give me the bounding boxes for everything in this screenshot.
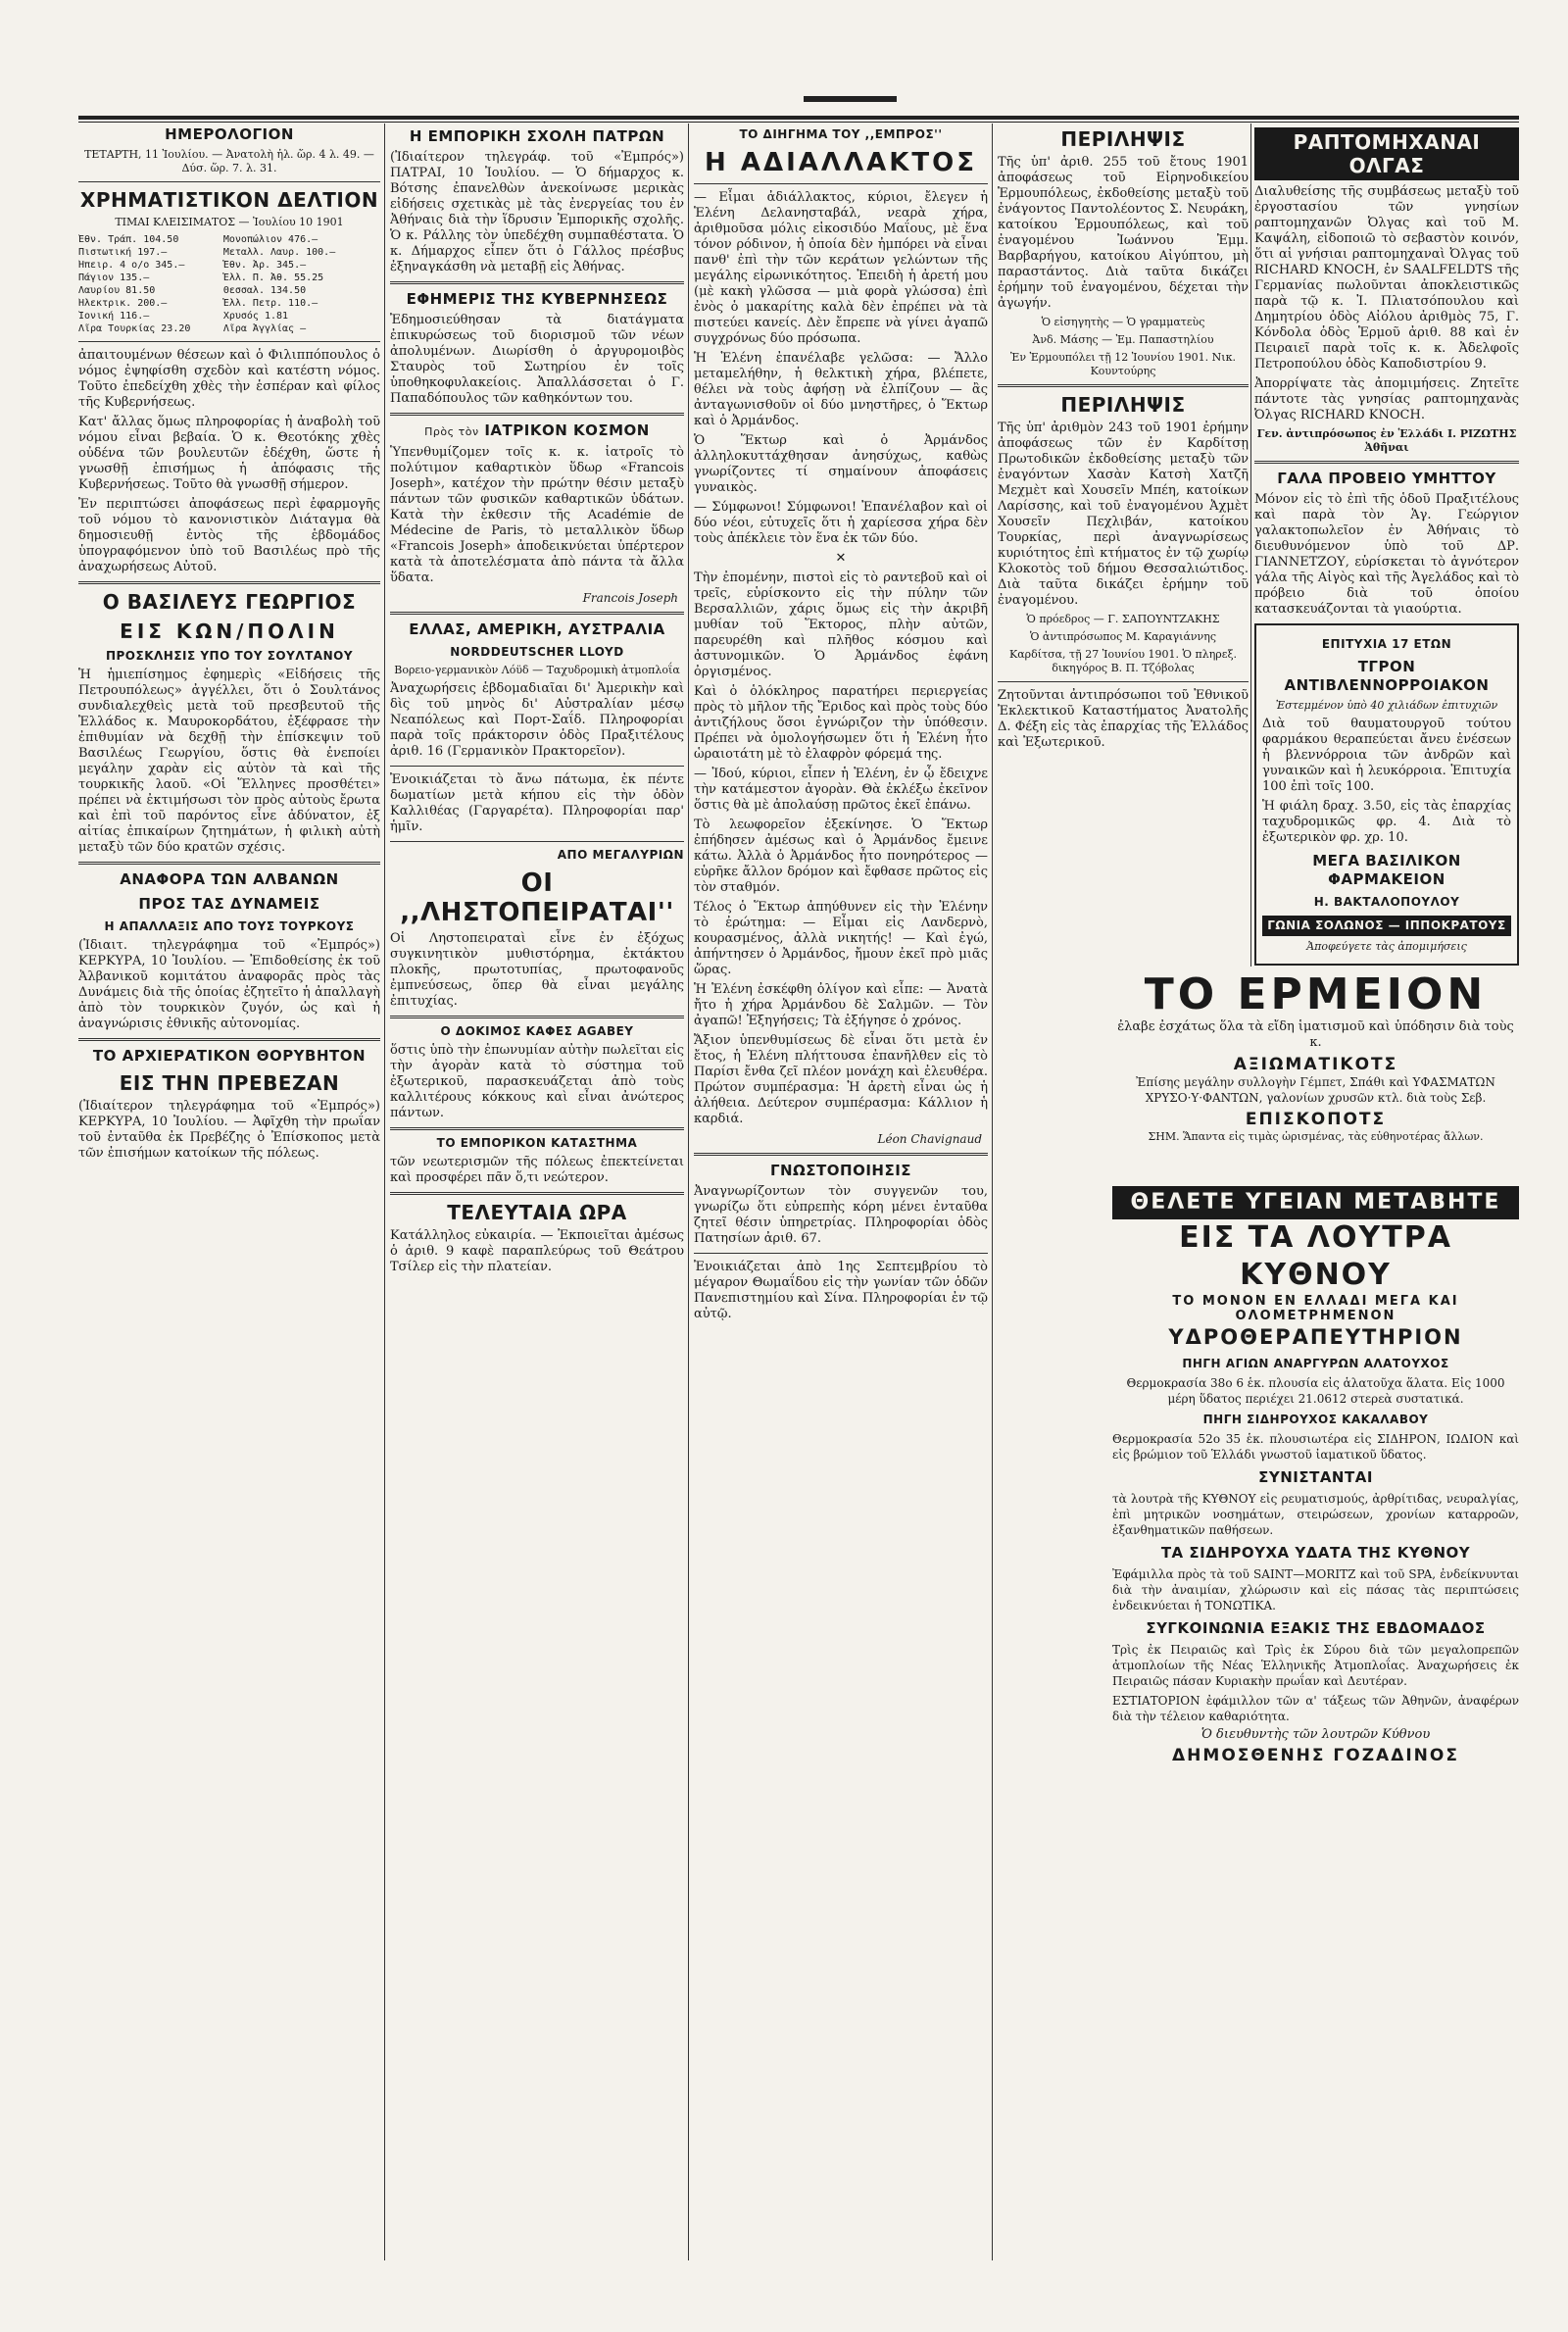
serial-headline: ΟΙ ,,ΛΗΣΤΟΠΕΙΡΑΤΑΙ'' <box>400 868 674 927</box>
article-paragraph: τῶν νεωτερισμῶν τῆς πόλεως ἐπεκτείνεται καὶ προσφέρει πᾶν ὅ,τι νεώτερον. <box>390 1155 684 1185</box>
classified-ad: Ἐνοικιάζεται ἀπὸ 1ης Σεπτεμβρίου τὸ μέγαρον Θωμαΐδου εἰς τὴν γωνίαν τῶν ὁδῶν Πανεπιστημίου καὶ Σίνα. Πληροφορίαι ἐν τῷ αὐτῷ. <box>694 1260 988 1321</box>
albanian-headline: ΑΝΑΦΟΡΑ ΤΩΝ ΑΛΒΑΝΩΝ <box>120 870 339 888</box>
ticker-entry: Ἡπειρ. 4 ο/ο 345.— <box>78 260 185 271</box>
story-author: Léon Chavignaud <box>877 1132 982 1146</box>
article-paragraph: (Ἰδιαίτερον τηλεγράφημα τοῦ «Ἐμπρός») ΚΕΡΚΥΡΑ, 10 Ἰουλίου. — Ἀφῖχθη τὴν πρωΐαν τοῦ ἐνταῦθα ἐκ Πρεβέζης ὁ Ἐπίσκοπος μετὰ τῶν ἐπισήμων κατοίκων τῆς πόλεως. <box>78 1099 380 1161</box>
connection-title: ΣΥΓΚΟΙΝΩΝΙΑ ΕΞΑΚΙΣ ΤΗΣ ΕΒΔΟΜΑΔΟΣ <box>1146 1619 1486 1637</box>
lloyd-headline: ΕΛΛΑΣ, ΑΜΕΡΙΚΗ, ΑΥΣΤΡΑΛΙΑ <box>409 620 665 638</box>
pharmacy-name: ΜΕΓΑ ΒΑΣΙΛΙΚΟΝ ΦΑΡΜΑΚΕΙΟΝ <box>1312 852 1461 888</box>
ticker-entry: Ἐθν. Ἀρ. 345.— <box>222 260 307 271</box>
advertisement: Διαλυθείσης τῆς συμβάσεως μεταξὺ τοῦ ἐργοστασίου τῶν γνησίων ραπτομηχανῶν Ὀλγας καὶ τοῦ Μ. Καψάλη, εἰδοποιῶ τὸ σεβαστὸν κοινόν, ὅτι αἱ γνήσιαι ραπτομηχαναὶ Ὀλγας τοῦ RICHARD KNOCH, ἐν SAALFELDTS τῆς Γερμανίας πωλοῦνται ἀποκλειστικῶς παρὰ τῷ κ. Ἰ. Πλιατσόπουλου καὶ Δημητρίου ὁδὸς Αἰόλου ἀριθμὸς 75, Γ. Κόνδολα ὁδὸς Ἑρμοῦ ἀριθ. 88 καὶ ἐν Πειραιεῖ παρὰ τοῖς κ. κ. Ἀδελφοῖς Πετροπούλου ὁδὸς Καποδιστρίου 9. <box>1254 184 1519 372</box>
article-paragraph: Ἡ ἡμιεπίσημος ἐφημερὶς «Εἰδήσεις τῆς Πετρουπόλεως» ἀγγέλλει, ὅτι ὁ Σουλτάνος συνδιαλεχθεὶς μετὰ τοῦ πρεσβευτοῦ τῆς Ἑλλάδος κ. Μαυροκορδάτου, ἐξέφρασε τὴν ἐπιθυμίαν νὰ δεχθῇ τὴν ἐπίσκεψιν τοῦ Βασιλέως Γεωργίου, ὅστις θὰ ἐνεποίει μεγάλην χαρὰν εἰς αὐτὸν τὰ καὶ τῆς τουρκικῆς λαοῦ. «Οἱ Ἕλληνες προσθέτει» πρέπει νὰ ἐκτιμήσωσι τὸν πρὸς αὐτοὺς ἔρωτα καὶ ἐπὶ τοῦ παρόντος εἶνε ἀδύνατον, ἐξ αἰτίας ἐπικαίρων ζητημάτων, ἡ φιλικὴ αὐτὴ μεταξὺ τῶν δύο κρατῶν σχέσις. <box>78 668 380 855</box>
gov-gazette-headline: ΕΦΗΜΕΡΙΣ ΤΗΣ ΚΥΒΕΡΝΗΣΕΩΣ <box>406 290 668 308</box>
legal-notice: Τῆς ὑπ' ἀριθμὸν 243 τοῦ 1901 ἐρήμην ἀποφάσεως τῶν ἐν Καρδίτσῃ Πρωτοδικῶν ἐκδοθείσης μεταξὺ τῶν ἐναγόντων Χασὰν Κατσὴ Χατζῆ Μεχμὲτ καὶ Χουσεῖν Μπέη, κατοίκων Λαρίσσης, καὶ τοῦ ἐναγομένου Ἀχμὲτ Χουσεῖν Πεχλιβάν, κατοίκου Τουρκίας, περὶ ἀναγνωρίσεως κυριότητος ἐπὶ κτήματος ἐν τῷ χωρίῳ Κλοκοτὸς τοῦ δήμου Θεσσαλιώτιδος. Διὰ ταῦτα δικάζει ἐρήμην τοῦ ἐναγομένου. <box>998 421 1249 608</box>
story-paragraph: Τὸ λεωφορεῖον ἐξεκίνησε. Ὁ Ἕκτωρ ἐπήδησεν ἀμέσως καὶ ὁ Ἀρμάνδος ἔμεινε κάτω. Ἀλλὰ ὁ Ἀρμάνδος ἦτο πονηρότερος — εὑρῆκε ἄλλον δρόμον καὶ ἔφθασε πρῶτος εἰς τὸν σταθμόν. <box>694 818 988 895</box>
lloyd-subheadline: NORDDEUTSCHER LLOYD <box>450 645 624 659</box>
ticker-entry: Λαυρίου 81.50 <box>78 285 156 296</box>
legal-signatures: Ὁ εἰσηγητὴς — Ὁ γραμματεὺς <box>1041 316 1205 328</box>
stock-bulletin-title: ΧΡΗΜΑΤΙΣΤΙΚΟΝ ΔΕΛΤΙΟΝ <box>79 188 379 212</box>
school-headline: Η ΕΜΠΟΡΙΚΗ ΣΧΟΛΗ ΠΑΤΡΩΝ <box>409 127 665 145</box>
column-2 <box>390 124 684 2260</box>
spring-2-text: Θερμοκρασία 52ο 35 ἑκ. πλουσιωτέρα εἰς ΣΙΔΗΡΟΝ, ΙΩΔΙΟΝ καὶ εἰς βρώμιον τοῦ Ἑλλάδι γνωστοῦ ἰαματικοῦ ὕδατος. <box>1112 1432 1519 1462</box>
kythnos-hydrotherapy: ΥΔΡΟΘΕΡΑΠΕΥΤΗΡΙΟΝ <box>1168 1325 1463 1349</box>
indications-title: ΣΥΝΙΣΤΑΝΤΑΙ <box>1258 1468 1373 1486</box>
legal-signatures: Ἀνδ. Μάσης — Ἐμ. Παπαστηλίου <box>1032 333 1214 346</box>
kythnos-headline-2: ΕΙΣ ΤΑ ΛΟΥΤΡΑ ΚΥΘΝΟΥ <box>1179 1220 1452 1292</box>
article-paragraph: Ἐν περιπτώσει ἀποφάσεως περὶ ἐφαρμογῆς τοῦ νόμου τὸ κανονιστικὸν Διάταγμα θὰ δημοσιευθῇ ἐντὸς τῆς ἑβδομάδος ὑπογραφόμενον ὑπὸ τοῦ Βασιλέως πρὸ τῆς ἀναχωρήσεως Αὐτοῦ. <box>78 497 380 574</box>
ticker-entry: Πιστωτική 197.— <box>78 247 168 258</box>
column-rule <box>384 124 385 2260</box>
ermeion-ad <box>1112 970 1519 1149</box>
spring-2-title: ΠΗΓΗ ΣΙΔΗΡΟΥΧΟΣ ΚΑΚΑΛΑΒΟΥ <box>1202 1413 1429 1426</box>
king-headline: Ο ΒΑΣΙΛΕΥΣ ΓΕΩΡΓΙΟΣ <box>102 590 357 614</box>
story-paragraph: Ἡ Ἑλένη ἐπανέλαβε γελῶσα: — Ἄλλο μεταμελήθην, ἡ θελκτικὴ χήρα, βλέπετε, θέλει νὰ τοὺς ἀφήσῃ νὰ ἐλπίζουν — ἂς ἀνταγωνισθοῦν οἱ δύο μνηστῆρες, ὁ Ἕκτωρ καὶ ὁ Ἀρμάνδος. <box>694 351 988 428</box>
preveza-headline: ΤΟ ΑΡΧΙΕΡΑΤΙΚΟΝ ΘΟΡΥΒΗΤΟΝ <box>92 1047 367 1065</box>
director-name: ΔΗΜΟΣΘΕΝΗΣ ΓΟΖΑΔΙΝΟΣ <box>1172 1746 1459 1765</box>
masthead-ornament <box>804 96 897 102</box>
ticker-entry: Χρυσός 1.81 <box>222 311 289 322</box>
legal-signatures: Ἐν Ἑρμουπόλει τῇ 12 Ἰουνίου 1901. Νικ. Κουντούρης <box>1010 351 1236 377</box>
kythnos-headline-1: ΘΕΛΕΤΕ ΥΓΕΙΑΝ ΜΕΤΑΒΗΤΕ <box>1112 1186 1519 1219</box>
ticker-entry: Ἑλλ. Π. Ἀθ. 55.25 <box>222 273 324 283</box>
iron-waters-text: Ἐφάμιλλα πρὸς τὰ τοῦ SAINT—MORITZ καὶ τοῦ SPA, ἐνδείκνυνται διὰ τὴν ἀναιμίαν, χλώρωσιν καὶ εἰς πάσας τὰς περιπτώσεις ἐνδεικνύεται ἡ ΤΟΝΩΤΙΚΑ. <box>1112 1567 1519 1613</box>
medicine-subheadline: Ἐστεμμένον ὑπὸ 40 χιλιάδων ἐπιτυχιῶν <box>1275 699 1498 712</box>
director-label: Ὁ διευθυντὴς τῶν λουτρῶν Κύθνου <box>1200 1727 1431 1742</box>
medical-signature: Francois Joseph <box>582 591 678 605</box>
column-rule <box>688 124 689 2260</box>
preveza-headline-2: ΕΙΣ ΤΗΝ ΠΡΕΒΕΖΑΝ <box>119 1071 340 1095</box>
legal-signatures: Ὁ ἀντιπρόσωπος Μ. Καραγιάννης <box>1029 630 1216 643</box>
ermeion-note: ΣΗΜ. Ἅπαντα εἰς τιμὰς ὡρισμένας, τὰς εὐθηνοτέρας ἄλλων. <box>1148 1130 1484 1143</box>
spring-1-title: ΠΗΓΗ ΑΓΙΩΝ ΑΝΑΡΓΥΡΩΝ ΑΛΑΤΟΥΧΟΣ <box>1182 1357 1449 1370</box>
pharmacy-address: ΓΩΝΙΑ ΣΟΛΩΝΟΣ — ΙΠΠΟΚΡΑΤΟΥΣ <box>1262 916 1511 936</box>
article-paragraph: Οἱ Ληστοπειραταὶ εἶνε ἐν ἐξόχως συγκινητικὸν μυθιστόρημα, ἐκτάκτου πλοκῆς, πρωτοτυπίας, πρωτοφανοῦς ἐμπνεύσεως, ὅπερ θὰ εἶναι μεγάλης ἐπιτυχίας. <box>390 931 684 1009</box>
story-divider-icon: ✕ <box>835 551 847 566</box>
story-section-header: ΤΟ ΔΙΗΓΗΜΑ ΤΟΥ ,,ΕΜΠΡΟΣ'' <box>739 127 943 141</box>
stock-ticker-table <box>78 233 380 335</box>
albanian-headline-2: ΠΡΟΣ ΤΑΣ ΔΥΝΑΜΕΙΣ <box>138 895 320 913</box>
medicine-ad-box <box>1254 623 1519 966</box>
article-paragraph: (Ἰδιαίτερον τηλεγράφ. τοῦ «Ἐμπρός») ΠΑΤΡΑΙ, 10 Ἰουλίου. — Ὁ δήμαρχος κ. Βότσης ἐπανελθὼν ἀνεκοίνωσε μερικὰς εἰδήσεις σχετικὰς μὲ τὰς ἐνεργείας του ἐν Ἀθήναις διὰ τὴν ἵδρυσιν Ἐμπορικῆς σχολῆς. Ὁ κ. Ράλλης τὸν ὑπεδέχθη συμπαθέστατα. Ὁ κ. Δήμαρχος εἶπεν ὅτι ὁ Γάλλος πρέσβυς ἐξηναγκάσθη νὰ μεταβῇ εἰς Ἀθήνας. <box>390 150 684 274</box>
coffee-headline: Ο ΔΟΚΙΜΟΣ ΚΑΦΕΣ AGABEY <box>440 1024 634 1038</box>
indications-text: τὰ λουτρὰ τῆς ΚΥΘΝΟΥ εἰς ρευματισμούς, ἀρθρίτιδας, νευραλγίας, ἐπὶ μητρικῶν νοσημάτων, στειρώσεων, χρονίων καταρροῶν, ἐξανθηματικῶν παθήσεων. <box>1112 1492 1519 1537</box>
medicine-headline: ΤΓΡΟΝ ΑΝΤΙΒΛΕΝΝΟΡΡΟΙΑΚΟΝ <box>1284 658 1490 694</box>
notices-headline: ΓΝΩΣΤΟΠΟΙΗΣΙΣ <box>769 1162 912 1179</box>
calendar-title: ΗΜΕΡΟΛΟΓΙΟΝ <box>165 125 294 143</box>
article-paragraph: Κατ' ἄλλας ὅμως πληροφορίας ἡ ἀναβολὴ τοῦ νόμου εἶναι βεβαία. Ὁ κ. Θεοτόκης χθὲς οὐδένα τῶν βουλευτῶν ἐδέχθη, ὥστε ἡ γνωσθῇ ἐπισήμως ἡ ἀπόφασις τῆς Κυβερνήσεως. Τοῦτο θὰ γνωσθῇ σήμερον. <box>78 415 380 492</box>
column-5 <box>1254 124 1519 967</box>
article-paragraph: ἀπαιτουμένων θέσεων καὶ ὁ Φιλιππόπουλος ὁ νόμος ἐψηφίσθη σχεδὸν καὶ κατέστη νόμος. Τοῦτο ἐπεδείχθη χθὲς τὴν ἑσπέραν καὶ φίλος τῆς Κυβερνήσεως. <box>78 348 380 410</box>
article-paragraph: Ἐδημοσιεύθησαν τὰ διατάγματα ἐπικυρώσεως τοῦ διορισμοῦ τῶν νέων ἀπολυμένων. Διωρίσθη ὁ ἀργυρομοιβὸς Σταυρὸς τοῦ Σωτηρίου ἐν τοῖς ὑποθηκοφυλακείοις. Ἀπαλλάσσεται ὁ Γ. Παπαδόπουλος τῶν καθηκόντων του. <box>390 313 684 406</box>
ermeion-line: Ἐπίσης μεγάλην συλλογὴν Γέμπετ, Σπάθι καὶ ΥΦΑΣΜΑΤΩΝ ΧΡΥΣΟ·Υ·ΦΑΝΤΩΝ, γαλονίων χρυσῶν κτλ. διὰ τοὺς Σεβ. <box>1136 1075 1495 1105</box>
article-paragraph: Κατάλληλος εὐκαιρία. — Ἐκποιεῖται ἀμέσως ὁ ἀριθ. 9 καφὲ παραπλεύρως τοῦ Θεάτρου Τσίλερ εἰς τὴν πλατείαν. <box>390 1228 684 1274</box>
top-rule-thin <box>78 122 1519 123</box>
medicine-success-label: ΕΠΙΤΥΧΙΑ 17 ΕΤΩΝ <box>1321 637 1452 651</box>
medical-headline: Πρὸς τὸν ΙΑΤΡΙΚΟΝ ΚΟΣΜΟΝ <box>424 422 650 439</box>
story-paragraph: Τέλος ὁ Ἕκτωρ ἀπηύθυνεν εἰς τὴν Ἑλένην τὸ ἐρώτημα: — Εἶμαι εἰς Λανδερνὸ, κουρασμένος, ἀλλὰ νικητής! — Καὶ ἐγώ, ἀπήντησεν ὁ Ἀρμάνδος, ἤμουν ἐκεῖ πρὸ μιᾶς ὥρας. <box>694 900 988 977</box>
lloyd-subheadline-2: Βορειο-γερμανικὸν Λόϋδ — Ταχυδρομικὴ ἀτμοπλοΐα <box>394 664 680 676</box>
ticker-entry: Θεσσαλ. 134.50 <box>222 285 307 296</box>
legal-signatures: Καρδίτσα, τῇ 27 Ἰουνίου 1901. Ὁ πληρεξ. δικηγόρος Β. Π. Τζόβολας <box>1008 648 1238 674</box>
summary-headline-1: ΠΕΡΙΛΗΨΙΣ <box>1060 127 1186 151</box>
ticker-entry: Ἐθν. Τράπ. 104.50 <box>78 234 179 245</box>
ermeion-title: ΤΟ ΕΡΜΕΙΟΝ <box>1144 969 1488 1019</box>
pharmacy-owner: Η. ΒΑΚΤΑΛΟΠΟΥΛΟΥ <box>1313 895 1460 909</box>
classified-ad: Ἀναγνωρίζοντων τὸν συγγενῶν του, γνωρίζω ὅτι εὐπρεπὴς κόρη μένει ἐνταῦθα ζητεῖ θέσιν ὑπηρετρίας. Πληροφορίαι ὁδὸς Πατησίων ἀριθ. 67. <box>694 1184 988 1246</box>
story-paragraph: — Ἰδού, κύριοι, εἶπεν ἡ Ἑλένη, ἐν ᾧ ἔδειχνε τὴν κατάμεστον ἀγορὰν. Θὰ ἐκλέξω ἐκεῖνον ὅστις θὰ μὲ ἀπολαύσῃ πρῶτος ἐκεῖ ἐπάνω. <box>694 767 988 813</box>
connection-text: Τρὶς ἐκ Πειραιῶς καὶ Τρὶς ἐκ Σύρου διὰ τῶν μεγαλοπρεπῶν ἀτμοπλοίων τῆς Νέας Ἑλληνικῆς Ἀτμοπλοΐας. Ἀναχωρήσεις ἐκ Πειραιῶς πάσαν Κυριακὴν πρωΐαν καὶ Δευτέραν. <box>1112 1643 1519 1688</box>
sewing-machines-headline: ΡΑΠΤΟΜΗΧΑΝΑΙ ΟΛΓΑΣ <box>1254 127 1519 180</box>
advertisement: Διὰ τοῦ θαυματουργοῦ τούτου φαρμάκου θεραπεύεται ἄνευ ἐνέσεων ἡ βλεννόρροια τῶν ἀνδρῶν καὶ γυναικῶν καὶ ἡ λευκόρροια. Ἐπιτυχία 100 ἐπὶ τοῖς 100. <box>1262 717 1511 794</box>
article-paragraph: Ἀναχωρήσεις ἑβδομαδιαῖαι δι' Ἀμερικὴν καὶ δὶς τοῦ μηνὸς δι' Αὐστραλίαν μέσῳ Νεαπόλεως καὶ Πορτ-Σαΐδ. Πληροφορίαι παρὰ τοῖς πράκτορσιν ὁδὸς Πραξιτέλους ἀριθ. 16 (Γερμανικὸν Πρακτορεῖον). <box>390 681 684 759</box>
advertisement: Ἡ φιάλη δραχ. 3.50, εἰς τὰς ἐπαρχίας ταχυδρομικῶς φρ. 4. Διὰ τὸ ἐξωτερικὸν φρ. χρ. 10. <box>1262 799 1511 845</box>
advertisement: Ἀπορρίψατε τὰς ἀπομιμήσεις. Ζητεῖτε πάντοτε τὰς γνησίας ραπτομηχανὰς Ὀλγας RICHARD KNOCH. <box>1254 376 1519 422</box>
ticker-entry: Πάγιον 135.— <box>78 273 150 283</box>
iron-waters-title: ΤΑ ΣΙΔΗΡΟΥΧΑ ΥΔΑΤΑ ΤΗΣ ΚΥΘΝΟΥ <box>1160 1544 1471 1562</box>
story-title: Η ΑΔΙΑΛΛΑΚΤΟΣ <box>705 148 977 177</box>
ticker-entry: Ἠλεκτρικ. 200.— <box>78 298 168 309</box>
legal-notice: Τῆς ὑπ' ἀριθ. 255 τοῦ ἔτους 1901 ἀποφάσεως τοῦ Εἰρηνοδικείου Ἑρμουπόλεως, ἐκδοθείσης μεταξὺ τοῦ ἐνάγοντος Παντολέοντος Σ. Νευράκη, κατοίκου Ἑρμουπόλεως, καὶ τοῦ ἐναγομένου Ἰωάννου Ἐμμ. Βαρβαρήγου, κατοίκου Αἰγύπτου, μὴ παραστάντος. Διὰ ταῦτα δικάζει ἐρήμην τοῦ ἐναγομένου, δέχεται τὴν ἀγωγήν. <box>998 155 1249 311</box>
article-paragraph: (Ἰδιαιτ. τηλεγράφημα τοῦ «Ἐμπρός») ΚΕΡΚΥΡΑ, 10 Ἰουλίου. — Ἐπιδοθείσης ἐκ τοῦ Ἀλβανικοῦ κομιτάτου ἀναφορᾶς πρὸς τὰς Δυνάμεις διὰ τῆς ὁποίας ἐζητεῖτο ἡ ἀπαλλαγὴ ἀπὸ τὸν τουρκικὸν ζυγόν, ὡς καὶ ἡ ἀναγνώρισις ἐθνικῆς αὐτονομίας. <box>78 938 380 1031</box>
serial-tag: ΑΠΟ ΜΕΓΑΛΥΡΙΩΝ <box>557 848 684 862</box>
classified-ad: Ἐνοικιάζεται τὸ ἄνω πάτωμα, ἐκ πέντε δωματίων μετὰ κήπου εἰς τὴν ὁδὸν Καλλιθέας (Γαργαρέτα). Πληροφορίαι παρ' ἡμῖν. <box>390 772 684 834</box>
kythnos-tagline: ΤΟ ΜΟΝΟΝ ΕΝ ΕΛΛΑΔΙ ΜΕΓΑ ΚΑΙ ΟΛΟΜΕΤΡΗΜΕΝΟΝ <box>1172 1294 1459 1323</box>
kythnos-ad <box>1112 1186 1519 1765</box>
ticker-entry: Ἐλλ. Πετρ. 110.— <box>222 298 318 309</box>
albanian-subheadline: Η ΑΠΑΛΛΑΞΙΣ ΑΠΟ ΤΟΥΣ ΤΟΥΡΚΟΥΣ <box>104 919 355 933</box>
king-headline-2: ΕΙΣ ΚΩΝ/ΠΟΛΙΝ <box>120 620 339 643</box>
ermeion-officers: ΑΞΙΩΜΑΤΙΚΟΤΣ <box>1233 1055 1398 1074</box>
king-subheadline: ΠΡΟΣΚΛΗΣΙΣ ΥΠΟ ΤΟΥ ΣΟΥΛΤΑΝΟΥ <box>105 649 354 663</box>
top-rule <box>78 116 1519 120</box>
column-3 <box>694 124 988 2260</box>
milk-headline: ΓΑΛΑ ΠΡΟΒΕΙΟ ΥΜΗΤΤΟΥ <box>1277 470 1496 487</box>
store-headline: ΤΟ ΕΜΠΟΡΙΚΟΝ ΚΑΤΑΣΤΗΜΑ <box>436 1136 638 1150</box>
ermeion-bishops: ΕΠΙΣΚΟΠΟΤΣ <box>1245 1110 1387 1129</box>
legal-signatures: Ὁ πρόεδρος — Γ. ΣΑΠΟΥΝΤΖΑΚΗΣ <box>1026 613 1220 625</box>
article-paragraph: Ὑπενθυμίζομεν τοῖς κ. κ. ἰατροῖς τὸ πολύτιμον καθαρτικὸν ὕδωρ «Francois Joseph», κατέχον τὴν πρώτην θέσιν μεταξὺ πάντων τῶν φυσικῶν καθαρτικῶν ὑδάτων. Κατὰ τὴν ἐκθεσιν τῆς Académie de Médecine de Paris, τὸ μεταλλικὸν ὕδωρ «Francois Joseph» ἀποδεικνύεται ὑπέρτερον κατὰ τὰ ἀποτελέσματα ἀπὸ πάντα τὰ ἄλλα ὕδατα. <box>390 445 684 585</box>
column-4 <box>998 124 1249 967</box>
story-paragraph: — Σύμφωνοι! Σύμφωνοι! Ἐπανέλαβον καὶ οἱ δύο νέοι, εὐτυχεῖς ὅτι ἡ χαρίεσσα χήρα δὲν τοὺς ἀπέκλειε τὸν ἕνα ἐκ τῶν δύο. <box>694 500 988 546</box>
story-paragraph: — Εἶμαι ἀδιάλλακτος, κύριοι, ἔλεγεν ἡ Ἑλένη Δελανησταβάλ, νεαρὰ χήρα, ἀριθμοῦσα μόλις εἰκοσιδύο Μαΐους, μὲ ἕνα τόνον ρόδινον, ἡ ὁποία δὲν ἠμπόρει νὰ εἶναι πανθ' ἐπὶ τὴν τῶν κεράτων γελώντων τῆς μεγάλης εἰρωνικότητος. Ἐπειδὴ ἡ ἀρετή μου (μὲ κακὴ γλῶσσα — μιὰ φορὰ γλώσσα) ἐπὶ ἐνὸς ὁ μακαρίτης καλὰ δὲν ἐπρέπει νὰ τὰ πιστεύει κανείς. Δὲν ἔπρεπε νὰ γίνει ἀγαπῶ συγχρόνως δύο πρόσωπα. <box>694 190 988 346</box>
story-paragraph: Καὶ ὁ ὁλόκληρος παρατήρει περιεργείας πρὸς τὸ μῆλον τῆς Ἔριδος καὶ πρὸς τοὺς δύο ἀντιζήλους ὅσοι ἐγνώριζον τὴν ὑπόθεσιν. Πρέπει νὰ ὁμολογήσωμεν ὅτι ἡ Ἑλένη ἦτο ὡραιοτάτη μὲ τὸ ἐλαφρὸν φόρεμά της. <box>694 684 988 762</box>
column-1 <box>78 124 380 2260</box>
calendar-date: ΤΕΤΑΡΤΗ, 11 Ἰουλίου. — Ἀνατολὴ ἡλ. ὥρ. 4 λ. 49. — Δύσ. ὥρ. 7. λ. 31. <box>84 148 374 174</box>
ticker-entry: Ἰονική 116.— <box>78 311 150 322</box>
ticker-entry: Λῖρα Ἀγγλίας — <box>222 323 307 334</box>
story-paragraph: Τὴν ἐπομένην, πιστοὶ εἰς τὸ ραντεβοῦ καὶ οἱ τρεῖς, εὑρίσκοντο εἰς τὴν πύλην τῶν Βερσαλλιῶν, χάρις ὅμως εἰς τὴν ἀκριβῆ μυθίαν τοῦ Ἕκτορος, πλὴν αὐτῶν, παρευρέθη καὶ πλῆθος κόσμου καὶ ἀστυνομικῶν. Ὁ Ἀρμάνδος ἐφάνη ὀργισμένος. <box>694 571 988 679</box>
advertisement: Μόνον εἰς τὸ ἐπὶ τῆς ὁδοῦ Πραξιτέλους καὶ παρὰ τὸν Ἁγ. Γεώργιον γαλακτοπωλεῖον ἐν Ἀθήναις τὸ διευθυνόμενον ὑπὸ τοῦ ΔΡ. ΓΙΑΝΝΕΤΖΟΥ, εὑρίσκεται τὸ ἀγνότερον γάλα τῆς Αἰγὸς καὶ τῆς Ἀγελάδος καὶ τὸ πρόβειο διὰ τοῦ ὁποίου κατασκευάζονται τὰ γιαούρτια. <box>1254 492 1519 617</box>
restaurant-text: ΕΣΤΙΑΤΟΡΙΟΝ ἐφάμιλλον τῶν α' τάξεως τῶν Ἀθηνῶν, ἀναφέρων διὰ τὴν τέλειον καθαριότητα. <box>1112 1694 1519 1723</box>
summary-headline-2: ΠΕΡΙΛΗΨΙΣ <box>1060 393 1186 417</box>
stock-bulletin-subtitle: ΤΙΜΑΙ ΚΛΕΙΣΙΜΑΤΟΣ — Ἰουλίου 10 1901 <box>115 216 344 228</box>
story-paragraph: Ἄξιον ὑπενθυμίσεως δὲ εἶναι ὅτι μετὰ ἐν ἔτος, ἡ Ἑλένη πλήττουσα ἐπανῆλθεν εἰς τὸ Παρίσι ἔνθα ζεῖ πλέον μονάχη καὶ ἐλευθέρα. Πρώτον συμπέρασμα: Ἡ ἀρετὴ εἶναι ὡς ἡ ἀλήθεια. Δεύτερον συμπέρασμα: Κάλλιον ἡ καρδιά. <box>694 1033 988 1126</box>
article-paragraph: ὅστις ὑπὸ τὴν ἐπωνυμίαν αὐτὴν πωλεῖται εἰς τὴν ἀγορὰν κατὰ τὸ σύστημα τοῦ ἐξωτερικοῦ, παρασκευάζεται ἀπὸ τοὺς καλλιτέρους κόκκους καὶ εἶναι ἀνώτερος πάντων. <box>390 1043 684 1120</box>
column-rule <box>992 124 993 2260</box>
spring-1-text: Θερμοκρασία 38ο 6 ἑκ. πλουσία εἰς ἁλατοῦχα ἅλατα. Εἰς 1000 μέρη ὕδατος περιέχει 21.0612 στερεὰ συστατικά. <box>1126 1376 1505 1406</box>
advertisement-sign: Γεν. ἀντιπρόσωπος ἐν Ἑλλάδι I. ΡΙΖΩΤΗΣ Ἀθῆναι <box>1256 427 1517 454</box>
ticker-entry: Μονοπώλιον 476.— <box>222 234 318 245</box>
newspaper-page <box>78 0 1519 2332</box>
ermeion-line: ἐλαβε ἐσχάτως ὅλα τὰ εἴδη ἱματισμοῦ καὶ ὑπόδησιν διὰ τοὺς κ. <box>1117 1019 1514 1050</box>
story-paragraph: Ἡ Ἑλένη ἐσκέφθη ὀλίγον καὶ εἶπε: — Ἀνατὰ ἤτο ἡ χήρα Ἀρμάνδου δὲ Σαλμῶν. — Τὸν ἀγαπῶ! Ἐξηγήσεις; Τὰ ἐξήγησε ὁ χρόνος. <box>694 982 988 1028</box>
ticker-entry: Λῖρα Τουρκίας 23.20 <box>78 323 191 334</box>
column-rule <box>1250 124 1251 967</box>
ticker-entry: Μεταλλ. Λαυρ. 100.— <box>222 247 336 258</box>
last-hour-headline: ΤΕΛΕΥΤΑΙΑ ΩΡΑ <box>447 1201 627 1224</box>
medicine-footer: Ἀποφεύγετε τὰς ἀπομιμήσεις <box>1306 940 1467 953</box>
classified-ad: Ζητοῦνται ἀντιπρόσωποι τοῦ Ἐθνικοῦ Ἐκλεκτικοῦ Καταστήματος Ἀνατολῆς Δ. Φέξη εἰς τὰς ἐπαρχίας τῆς Ἑλλάδος καὶ Ἐξωτερικοῦ. <box>998 688 1249 750</box>
story-paragraph: Ὁ Ἕκτωρ καὶ ὁ Ἀρμάνδος ἀλληλοκυττάχθησαν ἀνησύχως, καθὼς γνωρίζοντες τί σημαίνουν ἀποφάσεις γυναικὸς. <box>694 433 988 495</box>
